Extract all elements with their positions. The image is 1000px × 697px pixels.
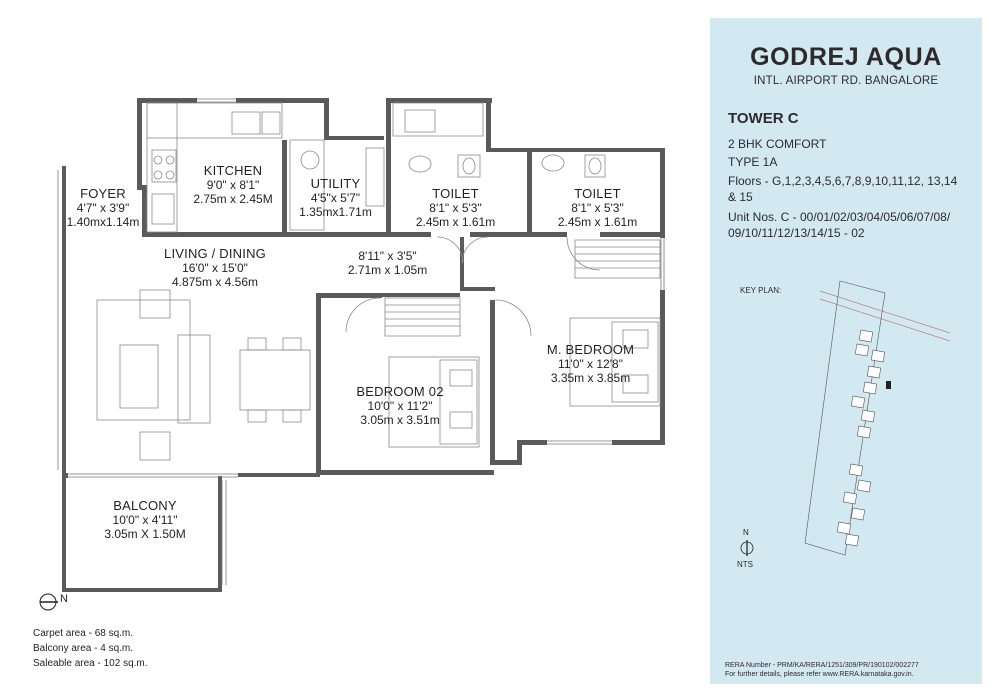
kitchen-dim-imperial: 9'0" x 8'1"	[206, 178, 260, 193]
north-arrow-icon	[34, 592, 74, 612]
room-foyer	[48, 186, 158, 230]
rera-website: For further details, please refer www.RERA.karnataka.gov.in.	[725, 671, 914, 678]
unit-type: TYPE 1A	[728, 155, 778, 169]
project-title: GODREJ AQUA	[750, 43, 942, 71]
foyer-dim-imperial: 4'7" x 3'9"	[76, 201, 130, 216]
bedroom-02-dim-imperial: 10'0" x 11'2"	[367, 399, 433, 414]
tower-name: TOWER C	[728, 110, 799, 127]
foyer-dim-metric: 1.40mx1.14m	[66, 215, 140, 230]
utility-dim-metric: 1.35mx1.71m	[299, 205, 372, 220]
room-toilet-2	[535, 186, 660, 230]
utility-dim-imperial: 4'5"x 5'7"	[310, 191, 361, 206]
rera-number: RERA Number - PRM/KA/RERA/1251/309/PR/190102/002277	[725, 662, 919, 669]
svg-text:N: N	[743, 528, 749, 537]
balcony-dim-imperial: 10'0" x 4'11"	[112, 513, 178, 528]
floors-line-2: & 15	[728, 190, 753, 204]
room-passage	[330, 249, 445, 277]
area-legend	[33, 626, 148, 671]
balcony-area: Balcony area - 4 sq.m.	[33, 643, 134, 654]
room-living-dining	[140, 246, 290, 290]
kitchen-dim-metric: 2.75m x 2.45M	[193, 192, 273, 207]
balcony-dim-metric: 3.05m X 1.50M	[104, 527, 186, 542]
north-label: N	[60, 593, 68, 605]
key-plan-label: KEY PLAN:	[740, 286, 782, 295]
room-master-bedroom	[528, 342, 653, 386]
living-name: LIVING / DINING	[164, 246, 266, 261]
floors-line-1: Floors - G,1,2,3,4,5,6,7,8,9,10,11,12, 13,14	[728, 174, 958, 188]
master-bedroom-name: M. BEDROOM	[546, 342, 635, 357]
room-balcony	[80, 498, 210, 542]
toilet-1-name: TOILET	[432, 186, 479, 201]
living-dim-metric: 4.875m x 4.56m	[171, 275, 259, 290]
unit-numbers-line-1: Unit Nos. C - 00/01/02/03/04/05/06/07/08/	[728, 210, 951, 224]
room-utility	[288, 176, 383, 220]
room-toilet-1	[393, 186, 518, 230]
room-kitchen	[178, 163, 288, 207]
master-bedroom-dim-metric: 3.35m x 3.85m	[550, 371, 631, 386]
room-bedroom-02	[335, 384, 465, 428]
unit-config: 2 BHK COMFORT	[728, 137, 827, 151]
passage-dim-metric: 2.71m x 1.05m	[347, 263, 428, 278]
toilet-1-dim-metric: 2.45m x 1.61m	[415, 215, 496, 230]
toilet-1-dim-imperial: 8'1" x 5'3"	[429, 201, 482, 216]
info-panel	[710, 18, 982, 684]
key-plan-north-icon	[738, 526, 758, 558]
project-subtitle: INTL. AIRPORT RD. BANGALORE	[753, 75, 939, 87]
toilet-2-name: TOILET	[574, 186, 621, 201]
living-dim-imperial: 16'0" x 15'0"	[182, 261, 248, 276]
balcony-name: BALCONY	[113, 498, 177, 513]
kitchen-name: KITCHEN	[203, 163, 263, 178]
bedroom-02-name: BEDROOM 02	[356, 384, 444, 399]
bedroom-02-dim-metric: 3.05m x 3.51m	[360, 413, 440, 428]
carpet-area: Carpet area - 68 sq.m.	[33, 628, 134, 639]
utility-name: UTILITY	[310, 176, 361, 191]
foyer-name: FOYER	[80, 186, 126, 201]
toilet-2-dim-imperial: 8'1" x 5'3"	[571, 201, 624, 216]
master-bedroom-dim-imperial: 11'0" x 12'8"	[558, 357, 623, 372]
passage-dim-imperial: 8'11" x 3'5"	[358, 249, 417, 263]
unit-numbers-line-2: 09/10/11/12/13/14/15 - 02	[728, 226, 865, 240]
rera-info	[725, 661, 980, 679]
nts-label: NTS	[737, 560, 753, 569]
toilet-2-dim-metric: 2.45m x 1.61m	[557, 215, 638, 230]
key-plan-drawing	[800, 273, 960, 558]
saleable-area: Saleable area - 102 sq.m.	[33, 658, 148, 669]
